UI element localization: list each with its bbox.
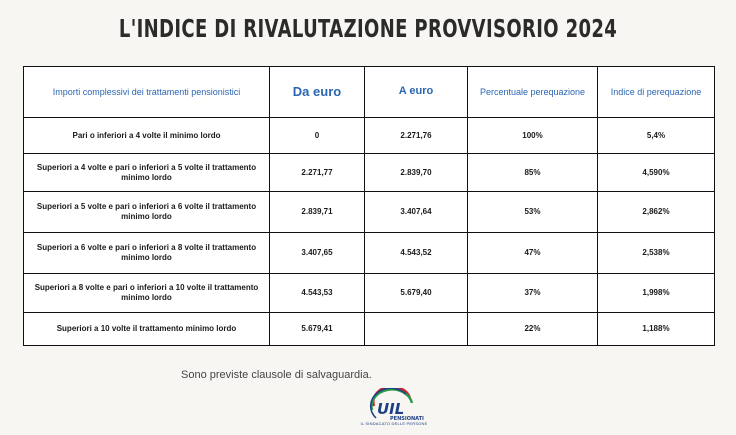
table-row [24,192,715,233]
row-percentage: 22% [468,313,598,346]
row-index: 4,590% [598,154,715,192]
table-header-row [24,67,715,118]
row-index: 1,188% [598,313,715,346]
table-row [24,233,715,274]
pension-table [23,66,715,346]
row-index: 5,4% [598,118,715,154]
row-to: 5.679,40 [365,274,468,313]
row-percentage: 85% [468,154,598,192]
row-percentage: 37% [468,274,598,313]
row-description: Superiori a 6 volte e pari o inferiori a 8 volte il trattamento minimo lordo [24,233,270,274]
row-description: Superiori a 8 volte e pari o inferiori a 10 volte il trattamento minimo lordo [24,274,270,313]
uil-logo-icon [350,388,438,422]
svg-text:UIL: UIL [377,400,405,418]
row-to [365,313,468,346]
header-to-euro: A euro [365,67,468,118]
row-description: Superiori a 10 volte il trattamento minimo lordo [24,313,270,346]
header-from-euro: Da euro [270,67,365,118]
row-from: 5.679,41 [270,313,365,346]
row-from: 3.407,65 [270,233,365,274]
table-row [24,118,715,154]
row-percentage: 100% [468,118,598,154]
table-row [24,313,715,346]
header-amounts: Importi complessivi dei trattamenti pensionistici [24,67,270,118]
row-description: Superiori a 5 volte e pari o inferiori a 6 volte il trattamento minimo lordo [24,192,270,233]
header-index: Indice di perequazione [598,67,715,118]
row-to: 4.543,52 [365,233,468,274]
row-description: Pari o inferiori a 4 volte il minimo lordo [24,118,270,154]
row-percentage: 53% [468,192,598,233]
table-row [24,274,715,313]
page-title: L'INDICE DI RIVALUTAZIONE PROVVISORIO 2024 [118,14,618,43]
row-index: 1,998% [598,274,715,313]
safeguard-note: Sono previste clausole di salvaguardia. [181,369,372,381]
row-from: 2.839,71 [270,192,365,233]
logo-tagline: IL SINDACATO DELLE PERSONE [360,421,428,426]
row-from: 2.271,77 [270,154,365,192]
row-description: Superiori a 4 volte e pari o inferiori a 5 volte il trattamento minimo lordo [24,154,270,192]
row-to: 2.839,70 [365,154,468,192]
uil-pensionati-logo [350,388,438,430]
header-percentage: Percentuale perequazione [468,67,598,118]
row-index: 2,538% [598,233,715,274]
row-to: 3.407,64 [365,192,468,233]
row-index: 2,862% [598,192,715,233]
row-from: 4.543,53 [270,274,365,313]
table-row [24,154,715,192]
row-to: 2.271,76 [365,118,468,154]
svg-text:PENSIONATI: PENSIONATI [390,416,424,422]
row-percentage: 47% [468,233,598,274]
row-from: 0 [270,118,365,154]
